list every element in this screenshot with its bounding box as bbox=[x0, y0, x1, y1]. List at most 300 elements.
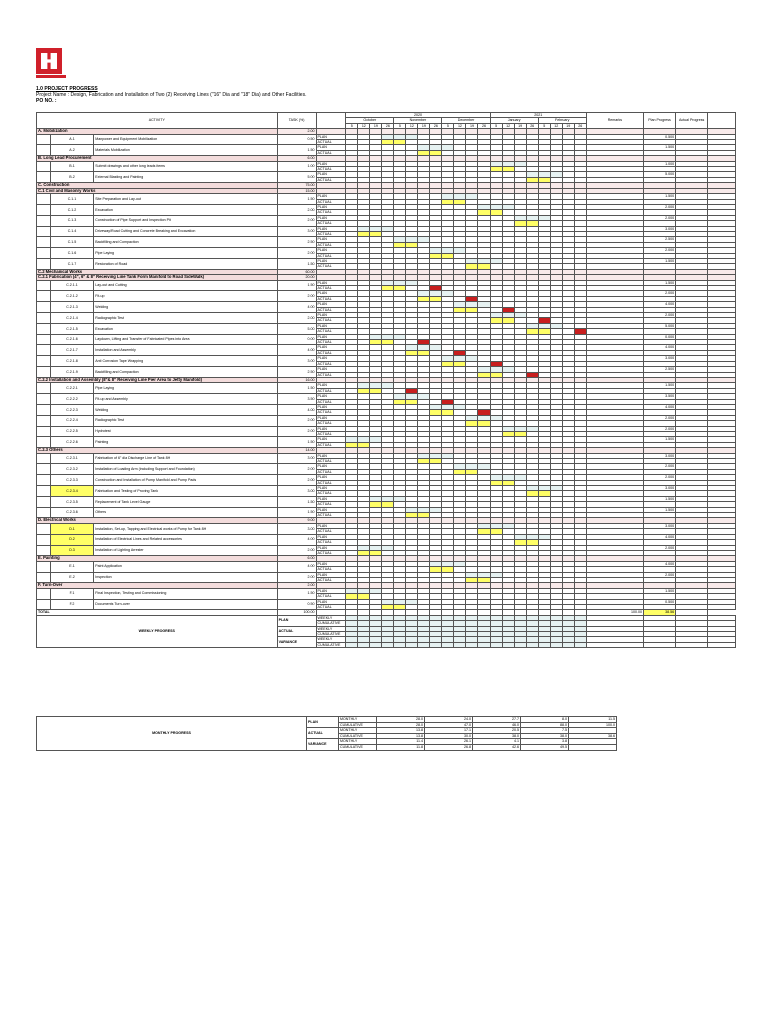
section-task: 60.00 bbox=[277, 269, 316, 274]
activity-name: Radiographic Test bbox=[94, 313, 277, 324]
row-label-actual: ACTUAL bbox=[316, 350, 346, 355]
row-label-actual: ACTUAL bbox=[316, 577, 346, 582]
monthly-value: 30.0 bbox=[425, 733, 473, 739]
activity-code: D.1 bbox=[50, 523, 94, 534]
activity-task: 4.00 bbox=[277, 561, 316, 572]
section-task: 15.00 bbox=[277, 188, 316, 193]
row-label-plan: PLAN bbox=[316, 523, 346, 528]
report-header bbox=[36, 86, 306, 104]
row-label-plan: PLAN bbox=[316, 599, 346, 604]
actual-progress-header: Actual Progress bbox=[676, 113, 708, 129]
row-label-plan: PLAN bbox=[316, 475, 346, 480]
activity-task: 2.00 bbox=[277, 464, 316, 475]
row-label-actual: ACTUAL bbox=[316, 513, 346, 518]
activity-task: 2.00 bbox=[277, 313, 316, 324]
activity-task: 1.50 bbox=[277, 437, 316, 448]
week-cell: 5 bbox=[442, 123, 454, 128]
row-label-plan: PLAN bbox=[316, 145, 346, 150]
section-task: 2.00 bbox=[277, 583, 316, 588]
month-february: February bbox=[538, 118, 586, 123]
activity-code: C.2.1.3 bbox=[50, 302, 94, 313]
week-cell: 19 bbox=[418, 123, 430, 128]
monthly-value: 47.0 bbox=[425, 722, 473, 728]
activity-code: B.2 bbox=[50, 172, 94, 183]
section-task: 20.00 bbox=[277, 275, 316, 280]
activity-task: 4.00 bbox=[277, 302, 316, 313]
plan-progress-value: 2.000 bbox=[644, 291, 676, 296]
cell bbox=[37, 313, 51, 324]
section-task: 16.00 bbox=[277, 377, 316, 382]
month-december: December bbox=[442, 118, 490, 123]
plan-progress-value: 2.000 bbox=[644, 313, 676, 318]
plan-progress-value: 1.500 bbox=[644, 588, 676, 593]
cell bbox=[37, 486, 51, 497]
plan-progress-value: 3.000 bbox=[644, 226, 676, 231]
cell bbox=[37, 383, 51, 394]
row-label-plan: PLAN bbox=[316, 323, 346, 328]
cell bbox=[37, 356, 51, 367]
activity-code: C.1.3 bbox=[50, 215, 94, 226]
weekly-value bbox=[358, 642, 370, 647]
row-label-actual: ACTUAL bbox=[316, 199, 346, 204]
row-label-plan: PLAN bbox=[316, 237, 346, 242]
weekly-value bbox=[490, 642, 502, 647]
row-label-actual: ACTUAL bbox=[316, 329, 346, 334]
monthly-value bbox=[569, 744, 617, 750]
plan-progress-value: 3.000 bbox=[644, 356, 676, 361]
plan-progress-value: 0.500 bbox=[644, 599, 676, 604]
weekly-value bbox=[394, 642, 406, 647]
activity-code: C.2.2.6 bbox=[50, 437, 94, 448]
section-task: 6.00 bbox=[277, 156, 316, 161]
row-label-plan: PLAN bbox=[316, 464, 346, 469]
cell bbox=[37, 437, 51, 448]
monthly-value: 11.8 bbox=[377, 744, 425, 750]
row-label-plan: PLAN bbox=[316, 161, 346, 166]
activity-task: 1.50 bbox=[277, 588, 316, 599]
week-cell: 5 bbox=[394, 123, 406, 128]
activity-name: Lay-out and Cutting bbox=[94, 280, 277, 291]
activity-name: Hydrotest bbox=[94, 426, 277, 437]
monthly-value: 8.0 bbox=[521, 717, 569, 723]
weekly-type-label: WEEKLY bbox=[316, 626, 346, 631]
row-label-plan: PLAN bbox=[316, 356, 346, 361]
row-label-actual: ACTUAL bbox=[316, 442, 346, 447]
plan-progress-value: 1.500 bbox=[644, 437, 676, 442]
row-label-actual: ACTUAL bbox=[316, 594, 346, 599]
activity-name: Backfilling and Compaction bbox=[94, 237, 277, 248]
weekly-value bbox=[550, 642, 562, 647]
monthly-type-label: CUMULATIVE bbox=[339, 733, 377, 739]
activity-code: C.1.4 bbox=[50, 226, 94, 237]
cell bbox=[37, 334, 51, 345]
activity-task: 1.50 bbox=[277, 496, 316, 507]
activity-name: Driveway/Road Cutting and Concrete Breaking and Excavation bbox=[94, 226, 277, 237]
monthly-value: 38.0 bbox=[521, 733, 569, 739]
plan-progress-value: 1.500 bbox=[644, 496, 676, 501]
row-label-actual: ACTUAL bbox=[316, 399, 346, 404]
week-cell: 19 bbox=[562, 123, 574, 128]
row-label-actual: ACTUAL bbox=[316, 410, 346, 415]
cell bbox=[708, 604, 736, 609]
monthly-value: 88.0 bbox=[521, 722, 569, 728]
cell bbox=[37, 453, 51, 464]
activity-name: Installation of Electrical Lines and Related accessories bbox=[94, 534, 277, 545]
blank-header bbox=[316, 113, 346, 129]
activity-task: 1.50 bbox=[277, 507, 316, 518]
monthly-value: 17.1 bbox=[425, 728, 473, 734]
monthly-value: 100.0 bbox=[569, 722, 617, 728]
row-label-plan: PLAN bbox=[316, 134, 346, 139]
row-label-plan: PLAN bbox=[316, 291, 346, 296]
row-label-plan: PLAN bbox=[316, 345, 346, 350]
weekly-value bbox=[478, 642, 490, 647]
monthly-value: 38.0 bbox=[473, 733, 521, 739]
activity-name: Construction of Pipe Support and Inspection Pit bbox=[94, 215, 277, 226]
activity-task: 2.50 bbox=[277, 367, 316, 378]
activity-code: C.2.2.3 bbox=[50, 404, 94, 415]
weekly-progress-title: WEEKLY PROGRESS bbox=[37, 615, 278, 647]
plan-progress-value: 2.000 bbox=[644, 248, 676, 253]
row-label-plan: PLAN bbox=[316, 248, 346, 253]
monthly-value: 49.5 bbox=[521, 744, 569, 750]
weekly-actual-label: ACTUAL bbox=[277, 626, 316, 637]
monthly-plan-label: PLAN bbox=[307, 717, 339, 728]
plan-progress-value: 4.000 bbox=[644, 561, 676, 566]
row-label-plan: PLAN bbox=[316, 496, 346, 501]
total-plan: 100.00 bbox=[586, 610, 643, 615]
month-november: November bbox=[394, 118, 442, 123]
cell bbox=[37, 226, 51, 237]
section-task: 14.00 bbox=[277, 448, 316, 453]
row-label-actual: ACTUAL bbox=[316, 242, 346, 247]
cell bbox=[37, 588, 51, 599]
activity-header: ACTIVITY bbox=[37, 113, 278, 129]
row-label-actual: ACTUAL bbox=[316, 459, 346, 464]
activity-name: Backfilling and Compaction bbox=[94, 367, 277, 378]
cell bbox=[37, 323, 51, 334]
section-title: C.1 Civil and Masonry Works bbox=[37, 188, 278, 193]
cell bbox=[37, 194, 51, 205]
row-label-actual: ACTUAL bbox=[316, 480, 346, 485]
activity-code: C.2.1.5 bbox=[50, 323, 94, 334]
row-label-actual: ACTUAL bbox=[316, 286, 346, 291]
activity-name: Final Inspection, Testing and Commissioning bbox=[94, 588, 277, 599]
weekly-value bbox=[514, 642, 526, 647]
activity-task: 2.00 bbox=[277, 475, 316, 486]
year-2021: 2021 bbox=[490, 113, 586, 118]
section-task: 6.00 bbox=[277, 556, 316, 561]
weekly-variance-label: VARIANCE bbox=[277, 637, 316, 648]
row-label-plan: PLAN bbox=[316, 572, 346, 577]
total-actual: 38.56 bbox=[644, 610, 676, 615]
activity-code: B.1 bbox=[50, 161, 94, 172]
remarks-header: Remarks bbox=[586, 113, 643, 129]
activity-name: Replacement of Tank Level Gauge bbox=[94, 496, 277, 507]
row-label-actual: ACTUAL bbox=[316, 307, 346, 312]
week-cell: 26 bbox=[526, 123, 538, 128]
cell bbox=[37, 475, 51, 486]
monthly-value: 4.1 bbox=[473, 739, 521, 745]
section-title: C. Construction bbox=[37, 183, 278, 188]
company-logo-icon bbox=[36, 48, 62, 74]
plan-progress-value: 1.500 bbox=[644, 383, 676, 388]
activity-code: E.2 bbox=[50, 572, 94, 583]
monthly-value: 11.5 bbox=[569, 717, 617, 723]
activity-name: Documents Turn-over bbox=[94, 599, 277, 610]
weekly-value bbox=[406, 642, 418, 647]
activity-code: D.3 bbox=[50, 545, 94, 556]
activity-code: C.2.3.2 bbox=[50, 464, 94, 475]
activity-task: 2.00 bbox=[277, 545, 316, 556]
row-label-actual: ACTUAL bbox=[316, 502, 346, 507]
cell bbox=[37, 464, 51, 475]
activity-name: Site Preparation and Lay-out bbox=[94, 194, 277, 205]
plan-progress-value: 0.000 bbox=[644, 334, 676, 339]
plan-progress-value: 2.000 bbox=[644, 572, 676, 577]
activity-code: C.2.3.3 bbox=[50, 475, 94, 486]
row-label-actual: ACTUAL bbox=[316, 264, 346, 269]
activity-code: C.2.1.9 bbox=[50, 367, 94, 378]
po-number: PO NO. : bbox=[36, 98, 57, 104]
weekly-type-label: CUMULATIVE bbox=[316, 642, 346, 647]
activity-task: 2.00 bbox=[277, 415, 316, 426]
row-label-actual: ACTUAL bbox=[316, 177, 346, 182]
activity-task: 3.00 bbox=[277, 486, 316, 497]
activity-task: 3.00 bbox=[277, 226, 316, 237]
plan-progress-value: 2.000 bbox=[644, 475, 676, 480]
row-label-actual: ACTUAL bbox=[316, 231, 346, 236]
plan-progress-value: 5.000 bbox=[644, 323, 676, 328]
plan-progress-value: 4.000 bbox=[644, 345, 676, 350]
weekly-value bbox=[538, 642, 550, 647]
year-2020: 2020 bbox=[346, 113, 490, 118]
activity-code: C.2.3.4 bbox=[50, 486, 94, 497]
row-label-actual: ACTUAL bbox=[316, 388, 346, 393]
week-cell: 19 bbox=[370, 123, 382, 128]
monthly-progress-table bbox=[36, 716, 617, 751]
activity-name: Others bbox=[94, 507, 277, 518]
activity-name: Excavation bbox=[94, 204, 277, 215]
month-october: October bbox=[346, 118, 394, 123]
monthly-value: 11.4 bbox=[377, 739, 425, 745]
monthly-value: 13.8 bbox=[377, 733, 425, 739]
cell bbox=[37, 572, 51, 583]
section-task: 75.00 bbox=[277, 183, 316, 188]
cell bbox=[37, 426, 51, 437]
activity-name: Excavation bbox=[94, 323, 277, 334]
activity-code: C.1.6 bbox=[50, 248, 94, 259]
week-cell: 12 bbox=[358, 123, 370, 128]
weekly-value bbox=[502, 642, 514, 647]
row-label-actual: ACTUAL bbox=[316, 318, 346, 323]
plan-progress-value: 1.500 bbox=[644, 507, 676, 512]
row-label-actual: ACTUAL bbox=[316, 550, 346, 555]
section-title: C.2.1 Fabrication (4", 6" & 8" Receiving Line Tank Form Manifold to Road SideWalk) bbox=[37, 275, 278, 280]
row-label-plan: PLAN bbox=[316, 545, 346, 550]
plan-progress-value: 5.000 bbox=[644, 172, 676, 177]
weekly-value bbox=[454, 642, 466, 647]
plan-progress-value: 1.500 bbox=[644, 258, 676, 263]
row-label-plan: PLAN bbox=[316, 280, 346, 285]
row-label-plan: PLAN bbox=[316, 172, 346, 177]
weekly-type-label: WEEKLY bbox=[316, 615, 346, 620]
plan-progress-value: 1.500 bbox=[644, 280, 676, 285]
month-january: January bbox=[490, 118, 538, 123]
cell bbox=[37, 291, 51, 302]
activity-name: External Blasting and Painting bbox=[94, 172, 277, 183]
row-label-actual: ACTUAL bbox=[316, 604, 346, 609]
blank-header bbox=[708, 113, 736, 129]
row-label-actual: ACTUAL bbox=[316, 296, 346, 301]
activity-task: 2.00 bbox=[277, 204, 316, 215]
weekly-value bbox=[574, 642, 586, 647]
weekly-value bbox=[382, 642, 394, 647]
activity-name: Anti Corrosion Tape Wrapping bbox=[94, 356, 277, 367]
activity-name: Welding bbox=[94, 404, 277, 415]
plan-progress-value: 3.000 bbox=[644, 453, 676, 458]
row-label-plan: PLAN bbox=[316, 394, 346, 399]
activity-code: F.1 bbox=[50, 588, 94, 599]
activity-task: 4.00 bbox=[277, 404, 316, 415]
activity-task: 0.50 bbox=[277, 134, 316, 145]
monthly-value: 24.0 bbox=[425, 717, 473, 723]
monthly-value: 27.7 bbox=[473, 717, 521, 723]
total-task: 100.00 bbox=[277, 610, 316, 615]
row-label-actual: ACTUAL bbox=[316, 372, 346, 377]
monthly-value: 13.8 bbox=[377, 728, 425, 734]
row-label-actual: ACTUAL bbox=[316, 469, 346, 474]
cell bbox=[37, 404, 51, 415]
row-label-actual: ACTUAL bbox=[316, 529, 346, 534]
monthly-value: 38.6 bbox=[569, 733, 617, 739]
row-label-plan: PLAN bbox=[316, 215, 346, 220]
monthly-value: 20.5 bbox=[473, 728, 521, 734]
activity-code: C.2.1.1 bbox=[50, 280, 94, 291]
activity-task: 1.50 bbox=[277, 194, 316, 205]
activity-task: 3.00 bbox=[277, 523, 316, 534]
section-title: C.2 Mechanical Works bbox=[37, 269, 278, 274]
activity-name: Laydown, Lifting and Transfer of Fabricated Pipes into Area bbox=[94, 334, 277, 345]
activity-name: Fabrication and Testing of Proving Tank bbox=[94, 486, 277, 497]
activity-name: Construction and Installation of Pump Manifold and Pump Pads bbox=[94, 475, 277, 486]
plan-progress-value: 0.500 bbox=[644, 134, 676, 139]
weekly-value bbox=[430, 642, 442, 647]
row-label-plan: PLAN bbox=[316, 534, 346, 539]
activity-task: 4.00 bbox=[277, 345, 316, 356]
activity-name: Manpower and Equipment Mobilization bbox=[94, 134, 277, 145]
week-cell: 19 bbox=[514, 123, 526, 128]
cell bbox=[37, 507, 51, 518]
row-label-plan: PLAN bbox=[316, 486, 346, 491]
activity-task: 3.50 bbox=[277, 394, 316, 405]
week-cell: 12 bbox=[550, 123, 562, 128]
weekly-value bbox=[442, 642, 454, 647]
task-header: TASK (%) bbox=[277, 113, 316, 129]
row-label-plan: PLAN bbox=[316, 258, 346, 263]
project-name: Project Name : Design, Fabrication and Installation of Two (2) Receiving Lines ("16" Dia and "18" Dia) and Other Facilities. bbox=[36, 92, 307, 98]
section-title: A. Mobilization bbox=[37, 129, 278, 134]
row-label-plan: PLAN bbox=[316, 561, 346, 566]
row-label-plan: PLAN bbox=[316, 302, 346, 307]
row-label-actual: ACTUAL bbox=[316, 167, 346, 172]
activity-code: E.1 bbox=[50, 561, 94, 572]
monthly-value: 28.0 bbox=[377, 717, 425, 723]
activity-code: C.2.1.4 bbox=[50, 313, 94, 324]
row-label-plan: PLAN bbox=[316, 194, 346, 199]
plan-progress-value: 4.000 bbox=[644, 302, 676, 307]
cell bbox=[37, 496, 51, 507]
cell bbox=[37, 237, 51, 248]
row-label-plan: PLAN bbox=[316, 367, 346, 372]
activity-code: C.2.1.8 bbox=[50, 356, 94, 367]
section-title: F. Turn-Over bbox=[37, 583, 278, 588]
row-label-actual: ACTUAL bbox=[316, 431, 346, 436]
activity-code: A.1 bbox=[50, 134, 94, 145]
cell bbox=[708, 642, 736, 647]
monthly-type-label: MONTHLY bbox=[339, 728, 377, 734]
logo-caption bbox=[36, 75, 66, 78]
activity-code: C.1.1 bbox=[50, 194, 94, 205]
activity-code: C.1.2 bbox=[50, 204, 94, 215]
activity-name: Pipe Laying bbox=[94, 383, 277, 394]
monthly-value: 7.5 bbox=[521, 728, 569, 734]
monthly-type-label: MONTHLY bbox=[339, 739, 377, 745]
activity-code: C.2.2.5 bbox=[50, 426, 94, 437]
row-label-plan: PLAN bbox=[316, 426, 346, 431]
activity-code: C.2.1.7 bbox=[50, 345, 94, 356]
week-cell: 26 bbox=[430, 123, 442, 128]
cell bbox=[37, 204, 51, 215]
section-task: 9.00 bbox=[277, 518, 316, 523]
monthly-variance-label: VARIANCE bbox=[307, 739, 339, 750]
cell bbox=[37, 545, 51, 556]
activity-name: Installation, Set-up, Tapping and Electrical works of Pump for Tank 8H bbox=[94, 523, 277, 534]
weekly-value bbox=[562, 642, 574, 647]
activity-name: Installation and Assembly bbox=[94, 345, 277, 356]
activity-name: Fabrication of 6" dia Discharge Line of Tank 8H bbox=[94, 453, 277, 464]
activity-code: C.1.7 bbox=[50, 258, 94, 269]
section-title: C.2.3 Others bbox=[37, 448, 278, 453]
activity-name: Submit drawings and other long leads items bbox=[94, 161, 277, 172]
row-label-plan: PLAN bbox=[316, 226, 346, 231]
cell bbox=[37, 415, 51, 426]
activity-task: 5.00 bbox=[277, 172, 316, 183]
monthly-value: 26.8 bbox=[425, 744, 473, 750]
activity-code: C.2.1.6 bbox=[50, 334, 94, 345]
row-label-actual: ACTUAL bbox=[316, 567, 346, 572]
cell bbox=[37, 134, 51, 145]
activity-name: Painting bbox=[94, 437, 277, 448]
cell bbox=[37, 215, 51, 226]
section-title: D. Electrical Works bbox=[37, 518, 278, 523]
row-label-plan: PLAN bbox=[316, 313, 346, 318]
week-cell: 19 bbox=[466, 123, 478, 128]
activity-name: Inspection bbox=[94, 572, 277, 583]
week-cell: 26 bbox=[478, 123, 490, 128]
plan-progress-value: 1.000 bbox=[644, 161, 676, 166]
activity-name: Radiographic Test bbox=[94, 415, 277, 426]
row-label-actual: ACTUAL bbox=[316, 221, 346, 226]
plan-progress-value: 2.000 bbox=[644, 215, 676, 220]
activity-code: C.2.3.6 bbox=[50, 507, 94, 518]
row-label-actual: ACTUAL bbox=[316, 340, 346, 345]
monthly-type-label: CUMULATIVE bbox=[339, 744, 377, 750]
row-label-plan: PLAN bbox=[316, 334, 346, 339]
activity-name: Materials Mobilization bbox=[94, 145, 277, 156]
cell bbox=[37, 280, 51, 291]
activity-code: C.2.2.4 bbox=[50, 415, 94, 426]
